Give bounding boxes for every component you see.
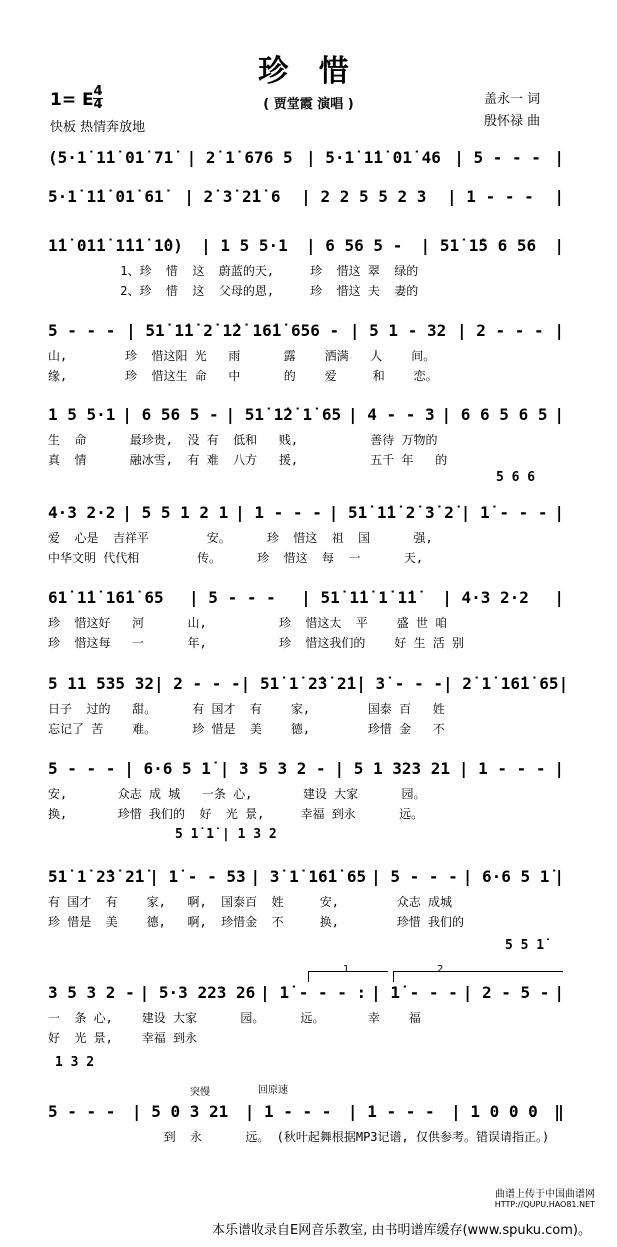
measure: | 51̇ 1̇5 6 56 (420, 236, 537, 255)
composer: 殷怀禄 曲 (484, 114, 541, 129)
measure: | 2 - 5 - (462, 983, 550, 1002)
lyric-verse-2: 中华文明 代代相 传。 珍 惜这 每 一 天, (48, 551, 424, 565)
measure: | (554, 236, 564, 255)
notation-row (48, 867, 564, 886)
key-signature: 1= E (50, 90, 94, 110)
measure: | 2 2 5 5 2 3 (301, 187, 427, 206)
measure: | 5 1 - 32 (349, 321, 447, 340)
lyric-verse-1: 爱 心是 吉祥平 安。 珍 惜这 祖 国 强, (48, 531, 433, 545)
measure: | 4 - - 3 (347, 405, 435, 424)
volta-1-label: 1 (343, 964, 350, 975)
footer-site-name: 曲谱上传于中国曲谱网 (495, 1189, 595, 1200)
measure: | 1 - - - (244, 1102, 332, 1121)
measure: | 1 - - - (447, 187, 534, 206)
measure: | 5 - - - (454, 148, 541, 167)
lyric-verse-1: 有 国才 有 家, 啊, 国泰百 姓 安, 众志 成城 (48, 895, 452, 909)
measure: | 3̇ - - - (356, 674, 443, 693)
lyric-verse-2: 真 情 融冰雪, 有 难 八方 援, 五千 年 的 (48, 453, 448, 467)
measure: | 5 - - - (371, 867, 458, 886)
lyric-verse-2: 珍 惜是 美 德, 啊, 珍惜金 不 换, 珍惜 我们的 (48, 915, 464, 929)
measure: | 2 - - - (153, 674, 241, 693)
measure: | 51̇ 1̇1̇ 1̇ 1̇1̇ (301, 588, 417, 607)
notation-row (48, 236, 564, 255)
page-title: 珍 惜 (258, 54, 359, 89)
measure: 1̇1̇ 01̇1̇ 1̇1̇1̇ 1̇0) (48, 236, 183, 255)
measure: | 1 0 0 0 (451, 1102, 538, 1121)
measure: | 5 0 3 21 (131, 1102, 229, 1121)
measure: | (554, 867, 564, 886)
time-bottom: 4 (93, 97, 103, 112)
lyric-verse-1: 1、珍 惜 这 蔚蓝的天, 珍 惜这 翠 绿的 (48, 264, 419, 278)
measure: 4·3 2·2 (48, 503, 116, 522)
footer-source: 本乐谱收录自E网音乐教室, 由书明谱库缓存(www.spuku.com)。 (212, 1223, 591, 1238)
measure: | 51̇ 1̇2̇ 1̇ 65 (225, 405, 342, 424)
measure: | 2̇ 3̇ 2̇1̇ 6 (184, 187, 281, 206)
lyric-verse-1: 安, 众志 成 城 一条 心, 建设 大家 园。 (48, 787, 426, 801)
measure: | 5 - - - (189, 588, 276, 607)
tempo-slow-mark: 突慢 (190, 1087, 210, 1098)
lyric-verse-1: 山, 珍 惜这阳 光 雨 露 洒满 人 间。 (48, 349, 436, 363)
lyric-verse-2: 换, 珍惜 我们的 好 光 景, 幸福 到永 远。 (48, 807, 424, 821)
measure: (5·1̇ 1̇1̇ 01̇ 71̇ (48, 148, 174, 167)
measure: | 6·6 5 1̇ (124, 759, 211, 778)
measure: | 5·3 223 26 (139, 983, 256, 1002)
measure: | 1 - - - (347, 1102, 435, 1121)
measure: 61̇ 1̇1̇ 16̇1̇ 65 (48, 588, 164, 607)
measure: | 2̇ 1̇ 676 5 (186, 148, 293, 167)
measure: | (554, 983, 564, 1002)
notation-row (48, 1102, 564, 1121)
measure: | 3̇ 1̇ 16̇1̇ 65 (250, 867, 367, 886)
measure: | 6 56 5 - (306, 236, 403, 255)
alt-notes-line11: 1 3 2 (55, 1055, 95, 1070)
measure: | (554, 187, 564, 206)
measure: 5 - - - (48, 759, 116, 778)
measure: | 1 5 5·1 (201, 236, 288, 255)
lyric-verse-1: 日子 过的 甜。 有 国才 有 家, 国泰 百 姓 (48, 702, 445, 716)
measure: | 51̇ 1̇1̇ 2̇ 3̇ 2̇ (328, 503, 454, 522)
measure: | 1 - - - (235, 503, 322, 522)
lyric-verse-2: 珍 惜这每 一 年, 珍 惜这我们的 好 生 活 别 (48, 636, 464, 650)
notation-row (48, 405, 564, 424)
measure: | 6·6 5 1̇ (462, 867, 550, 886)
footer-site-url: HTTP://QUPU.HAO81.NET (494, 1200, 595, 1209)
tempo-back-mark: 回原速 (258, 1085, 288, 1096)
alt-notes-line10: 5 5 1̇ (505, 938, 545, 953)
measure: 5 11 535 32 (48, 674, 154, 693)
lyric-verse-2: 2、珍 惜 这 父母的恩, 珍 惜这 夫 妻的 (48, 284, 419, 298)
notation-row (48, 588, 564, 607)
notation-row (48, 983, 564, 1002)
measure: 3 5 3 2 - (48, 983, 135, 1002)
notation-row (48, 187, 564, 206)
notation-row (48, 674, 569, 693)
measure: | 5·1̇ 1̇1̇ 01̇ 46 (305, 148, 441, 167)
lyric-verse-1: 珍 惜这好 河 山, 珍 惜这太 平 盛 世 咱 (48, 616, 448, 630)
measure: | 2 - - - (456, 321, 544, 340)
measure: | 1̇ - - - : (260, 983, 367, 1002)
measure: | 51̇ 1̇ 2̇3̇ 2̇1̇ (240, 674, 357, 693)
tempo-marking: 快板 热情奔放地 (50, 120, 146, 135)
volta-2-label: 2 (437, 964, 444, 975)
measure: 51̇ 1̇ 2̇3̇ 2̇1̇ (48, 867, 145, 886)
notation-row (48, 503, 564, 522)
alt-notes-line9: 5 1̇ 1̇ | 1 3 2 (175, 827, 277, 842)
measure: | 6 56 5 - (122, 405, 219, 424)
measure: 5·1̇ 1̇1̇ 01̇ 61̇ (48, 187, 164, 206)
measure: | 1̇ - - 53 (149, 867, 246, 886)
measure: | 3 5 3 2 - (219, 759, 326, 778)
lyric-verse-2: 好 光 景, 幸福 到永 (48, 1031, 198, 1045)
measure: | 2̇ 1̇ 16̇1̇ 65 (442, 674, 559, 693)
measure: | 51̇ 1̇1̇ 2̇ 1̇2̇ (126, 321, 242, 340)
measure: | 1 - - - (458, 759, 546, 778)
measure: | 1̇ - - - (371, 983, 458, 1002)
alt-notes-line5: 5 6 6 (496, 470, 536, 485)
measure: 1 5 5·1 (48, 405, 116, 424)
measure: 5 - - - (48, 1102, 116, 1121)
measure: | (554, 503, 564, 522)
measure: | 1̇ - - - (460, 503, 548, 522)
notation-row (48, 759, 564, 778)
lyric-verse-2: 缘, 珍 惜这生 命 中 的 爱 和 恋。 (48, 369, 438, 383)
measure: | (554, 148, 564, 167)
measure: 16̇1̇ 656 - (252, 321, 340, 340)
measure: ‖ (554, 1102, 564, 1121)
measure: | (554, 405, 564, 424)
footer-site (495, 1185, 595, 1209)
lyric-verse-1: 生 命 最珍贵, 没 有 低和 贱, 善待 万物的 (48, 433, 438, 447)
measure: | 4·3 2·2 (442, 588, 529, 607)
lyric-verse-2: 忘记了 苦 难。 珍 惜是 美 德, 珍惜 金 不 (48, 722, 445, 736)
lyric-verse-1: 一 条 心, 建设 大家 园。 远。 幸 福 (48, 1011, 421, 1025)
measure: | (554, 588, 564, 607)
measure: 5 - - - (48, 321, 116, 340)
notation-row (48, 148, 564, 167)
notation-row (48, 321, 564, 340)
lyric-verse-1: 到 永 远。 (秋叶起舞根据MP3记谱, 仅供参考。错误请指正。) (48, 1130, 550, 1144)
measure: | 5 1 323 21 (334, 759, 451, 778)
measure: | (554, 321, 564, 340)
lyricist: 盖永一 词 (484, 92, 541, 107)
measure: | (554, 759, 564, 778)
volta-2-bracket (393, 971, 563, 972)
performer: ( 贾堂霞 演唱 ) (263, 97, 354, 112)
measure: | 5 5 1 2 1 (122, 503, 229, 522)
measure: | (558, 674, 569, 693)
time-top: 4 (93, 84, 103, 99)
measure: | 6 6 5 6 5 (441, 405, 548, 424)
